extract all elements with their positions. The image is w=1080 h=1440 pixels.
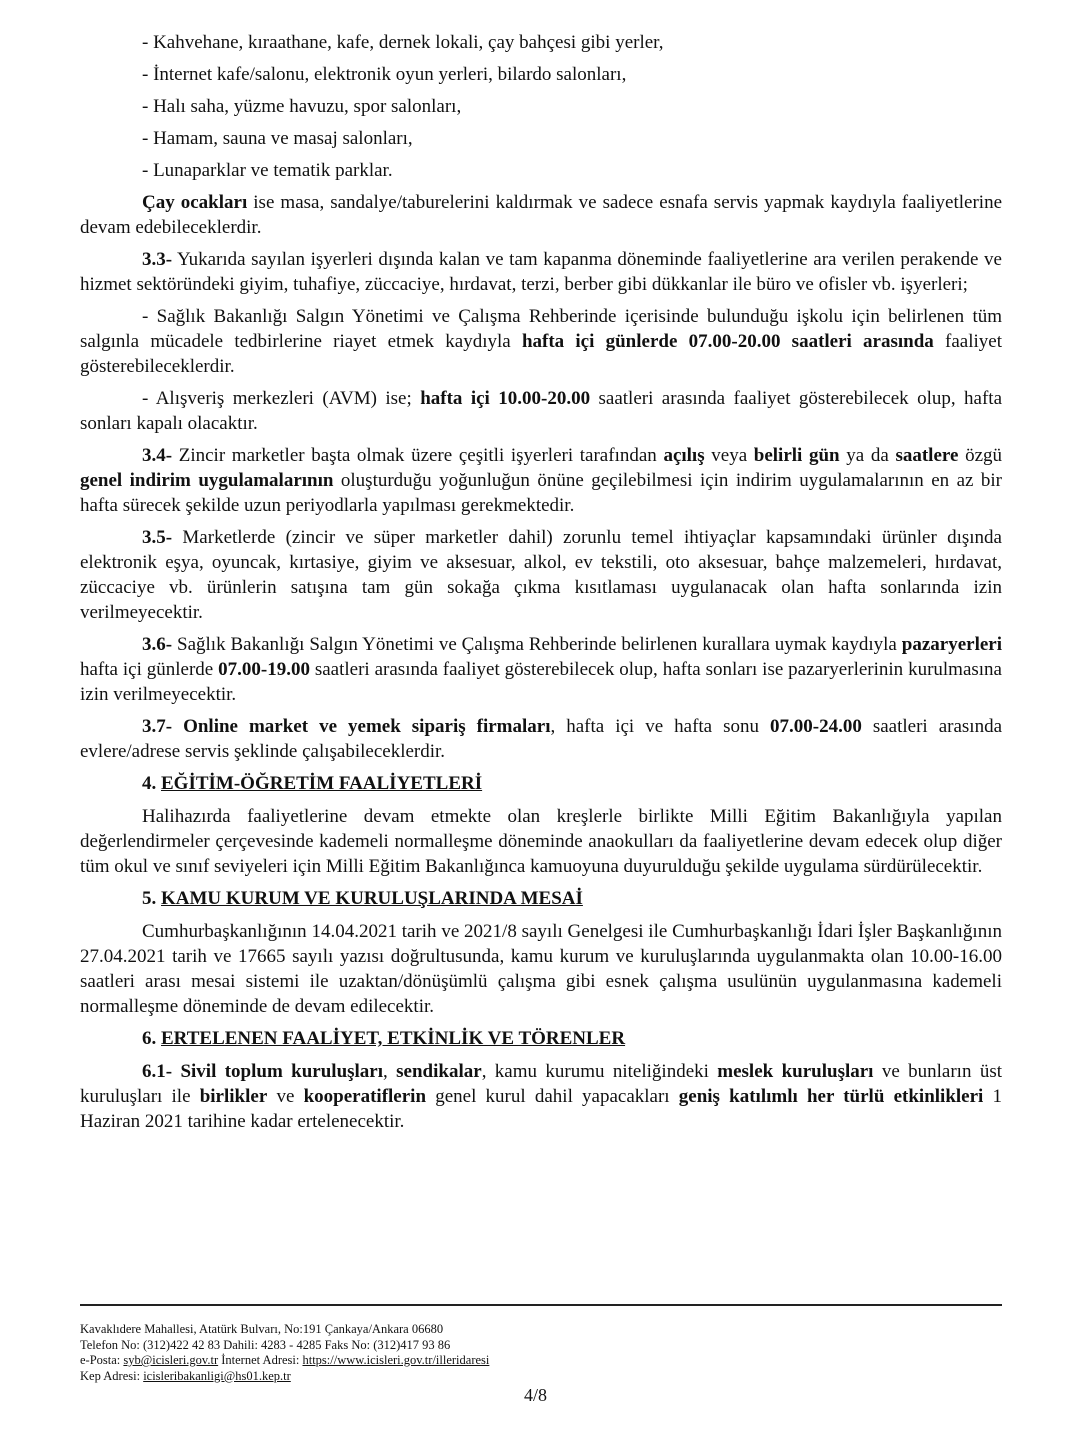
text: saatleri arasında faaliyet gösterebilecek olup, hafta sonları ise pazaryerlerinin kurulmasına izin verilmeyecektir. bbox=[80, 659, 1002, 705]
bold-text: 07.00-24.00 bbox=[770, 716, 862, 737]
text: genel kurul dahil yapacakları bbox=[426, 1086, 679, 1107]
bold-text: Çay ocakları bbox=[142, 192, 248, 213]
section-number: 5. bbox=[142, 888, 157, 909]
bold-text: genel indirim uygulamalarının bbox=[80, 470, 334, 491]
text: Yukarıda sayılan işyerleri dışında kalan ve tam kapanma döneminde faaliyetlerine ara verilen perakende ve hizmet sektöründeki giyim, tuhafiye, züccaciye, hırdavat, terzi, berber gibi dükkanlar ile büro ve ofisler vb. işyerleri; bbox=[80, 249, 1002, 295]
text: saatleri arasında evlere/adrese servis şeklinde çalışabileceklerdir. bbox=[80, 716, 1003, 762]
bold-text: 3.7- Online market ve yemek sipariş firmaları bbox=[142, 716, 551, 737]
bullet-item: - Lunaparklar ve tematik parklar. bbox=[142, 160, 393, 181]
text: saatleri arasında faaliyet gösterebilecek olup, hafta sonları kapalı olacaktır. bbox=[80, 388, 1003, 434]
bullet-item: - Hamam, sauna ve masaj salonları, bbox=[142, 128, 413, 149]
section-number: 6. bbox=[142, 1028, 157, 1049]
section-heading-4 bbox=[80, 771, 1002, 796]
section-number: 3.3- bbox=[142, 249, 173, 270]
text: ve bunların üst kuruluşları ile bbox=[80, 1061, 1002, 1107]
footer-phone: Telefon No: (312)422 42 83 Dahili: 4283 - 4285 Faks No: (312)417 93 86 bbox=[80, 1337, 451, 1352]
section-title: ERTELENEN FAALİYET, ETKİNLİK VE TÖRENLER bbox=[161, 1028, 626, 1049]
paragraph-3-5 bbox=[80, 525, 1002, 625]
paragraph-3-3-avm bbox=[80, 386, 1002, 436]
text: hafta içi günlerde bbox=[80, 659, 219, 680]
bold-text: kooperatiflerin bbox=[303, 1086, 427, 1107]
page-number: 4/8 bbox=[524, 1385, 548, 1405]
section-number: 3.5- bbox=[142, 527, 173, 548]
document-body bbox=[80, 30, 1002, 1141]
text: faaliyet gösterebileceklerdir. bbox=[80, 331, 1002, 377]
web-link[interactable]: https://www.icisleri.gov.tr/illeridaresi bbox=[302, 1353, 490, 1367]
paragraph-3-4 bbox=[80, 443, 1002, 518]
footer-kep bbox=[80, 1369, 489, 1385]
kep-label: Kep Adresi: bbox=[80, 1368, 144, 1383]
text: , kamu kurumu niteliğindeki bbox=[481, 1061, 718, 1082]
text: Sağlık Bakanlığı Salgın Yönetimi ve Çalışma Rehberinde belirlenen kurallara uymak kaydıyla bbox=[172, 634, 902, 655]
bullet-item: - Halı saha, yüzme havuzu, spor salonları, bbox=[142, 96, 462, 117]
section-number: 3.6- bbox=[142, 634, 173, 655]
section-heading-6 bbox=[80, 1026, 1002, 1051]
bold-text: hafta içi günlerde 07.00-20.00 saatleri arasında bbox=[521, 331, 934, 352]
paragraph-6-1 bbox=[80, 1059, 1002, 1134]
section-number: 4. bbox=[142, 773, 157, 794]
text: , hafta içi ve hafta sonu bbox=[550, 716, 771, 737]
section-title: KAMU KURUM VE KURULUŞLARINDA MESAİ bbox=[161, 888, 583, 909]
bold-text: 07.00-19.00 bbox=[218, 659, 310, 680]
text: Zincir marketler başta olmak üzere çeşitli işyerleri tarafından bbox=[172, 445, 664, 466]
section-heading-5 bbox=[80, 886, 1002, 911]
bold-text: açılış bbox=[663, 445, 705, 466]
bold-text: belirli gün bbox=[753, 445, 840, 466]
footer-contact bbox=[80, 1353, 489, 1369]
text: oluşturduğu yoğunluğun önüne geçilebilmesi için indirim uygulamalarının en az bir hafta sürecek şekilde uzun periyodlarla yapılması gerekmektedir. bbox=[80, 470, 1002, 516]
bold-text: 6.1- Sivil toplum kuruluşları bbox=[142, 1061, 384, 1082]
bullet-item: - İnternet kafe/salonu, elektronik oyun yerleri, bilardo salonları, bbox=[142, 64, 627, 85]
footer-divider bbox=[80, 1304, 1002, 1306]
email-label: e-Posta: bbox=[80, 1353, 124, 1367]
text: - Sağlık Bakanlığı Salgın Yönetimi ve Çalışma Rehberinde içerisinde bulunduğu işkolu için belirlenen tüm salgınla mücadele tedbirlerine riayet etmek kaydıyla bbox=[80, 306, 1002, 352]
kep-link[interactable]: icisleribakanligi@hs01.kep.tr bbox=[143, 1368, 291, 1383]
email-link[interactable]: syb@icisleri.gov.tr bbox=[123, 1353, 219, 1367]
bold-text: sendikalar bbox=[396, 1061, 482, 1082]
bold-text: birlikler bbox=[199, 1086, 268, 1107]
paragraph-3-7 bbox=[80, 714, 1002, 764]
footer-address: Kavaklıdere Mahallesi, Atatürk Bulvarı, No:191 Çankaya/Ankara 06680 bbox=[80, 1322, 444, 1336]
paragraph-cay-ocaklari bbox=[80, 190, 1002, 240]
bullet-item: - Kahvehane, kıraathane, kafe, dernek lokali, çay bahçesi gibi yerler, bbox=[142, 32, 664, 53]
paragraph-5: Cumhurbaşkanlığının 14.04.2021 tarih ve 2021/8 sayılı Genelgesi ile Cumhurbaşkanlığı İdari İşler Başkanlığının 27.04.2021 tarih ve 17665 sayılı yazısı doğrultusunda, kamu kurum ve kuruluşlarında uygulanmakta olan 10.00-16.00 saatleri arası mesai sistemi ile uzaktan/dönüşümlü çalışma gibi esnek çalışma usulünün uygulanmasına kademeli normalleşme döneminde de devam edilecektir. bbox=[80, 921, 1002, 1017]
text: , bbox=[383, 1061, 397, 1082]
bold-text: saatlere bbox=[895, 445, 959, 466]
bold-text: hafta içi 10.00-20.00 bbox=[420, 388, 591, 409]
paragraph-3-3-health bbox=[80, 304, 1002, 379]
text: 1 Haziran 2021 tarihine kadar ertelenecektir. bbox=[80, 1086, 1003, 1132]
paragraph-3-3 bbox=[80, 247, 1002, 297]
text: Marketlerde (zincir ve süper marketler dahil) zorunlu temel ihtiyaçlar kapsamındaki ürünler dışında elektronik eşya, oyuncak, kırtasiye, giyim ve aksesuar, alkol, ev tekstili, oto aksesuar, bahçe malzemeleri, hırdavat, züccaciye vb. ürünlerin satışına tam gün sokağa çıkma kısıtlaması uygulanacak olan hafta sonlarında izin verilmeyecektir. bbox=[80, 527, 1002, 623]
text: ve bbox=[267, 1086, 304, 1107]
text: özgü bbox=[958, 445, 1003, 466]
web-label: İnternet Adresi: bbox=[218, 1353, 303, 1367]
footer bbox=[80, 1322, 489, 1384]
paragraph-3-6 bbox=[80, 632, 1002, 707]
paragraph-4: Halihazırda faaliyetlerine devam etmekte olan kreşlerle birlikte Milli Eğitim Bakanlığıyla yapılan değerlendirmeler çerçevesinde kademeli normalleşme döneminde anaokulları da faaliyetlerine devam edecek olup diğer tüm okul ve sınıf seviyeleri için Milli Eğitim Bakanlığınca kamuoyuna duyurulduğu şekilde uygulama sürdürülecektir. bbox=[80, 806, 1002, 877]
text: ya da bbox=[839, 445, 896, 466]
text: veya bbox=[704, 445, 754, 466]
section-title: EĞİTİM-ÖĞRETİM FAALİYETLERİ bbox=[161, 773, 483, 794]
bold-text: pazaryerleri bbox=[901, 634, 1002, 655]
text: - Alışveriş merkezleri (AVM) ise; bbox=[142, 388, 421, 409]
text: ise masa, sandalye/taburelerini kaldırmak ve sadece esnafa servis yapmak kaydıyla faaliyetlerine devam edebileceklerdir. bbox=[80, 192, 1002, 238]
bold-text: geniş katılımlı her türlü etkinlikleri bbox=[678, 1086, 984, 1107]
section-number: 3.4- bbox=[142, 445, 173, 466]
bold-text: meslek kuruluşları bbox=[717, 1061, 874, 1082]
